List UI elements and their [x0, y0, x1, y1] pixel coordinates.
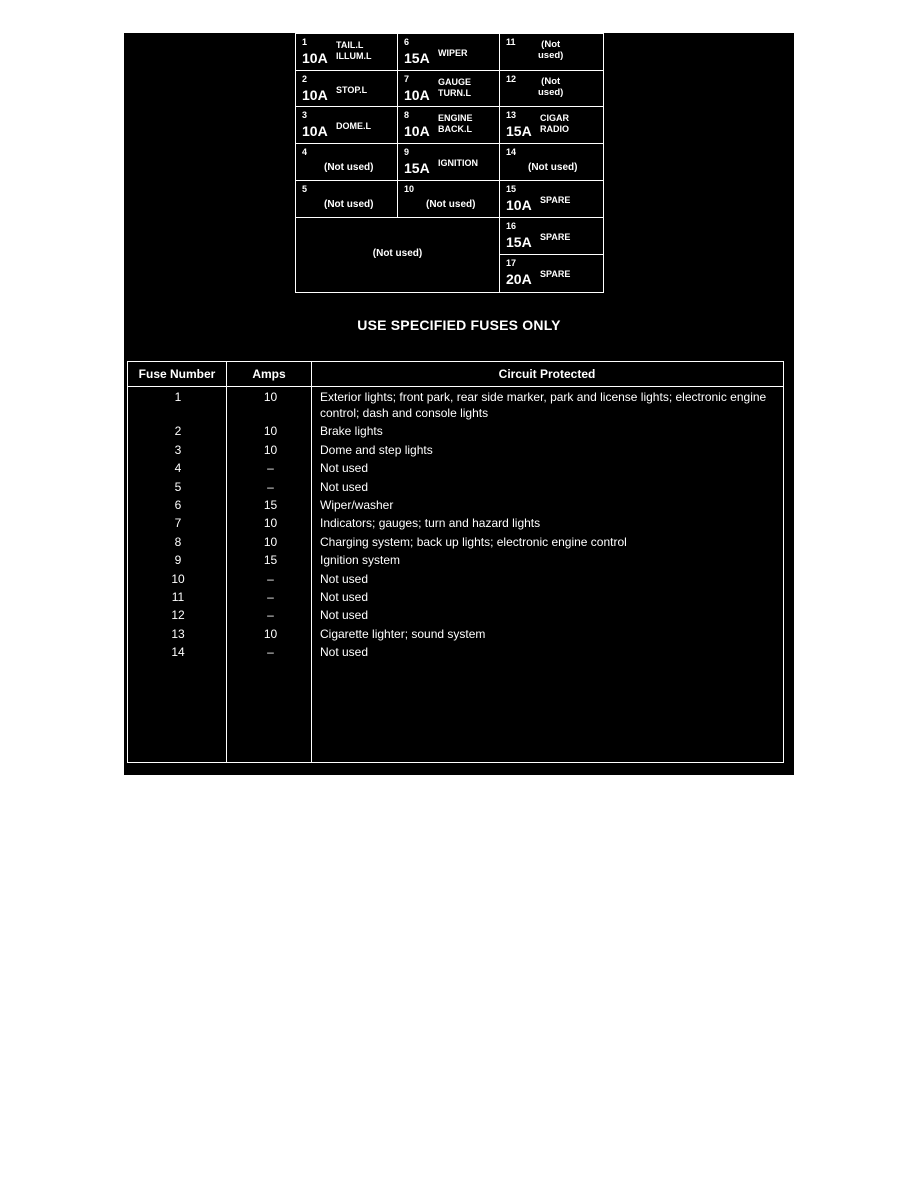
fuse-label: TAIL.L ILLUM.L [336, 40, 372, 61]
fuse-number: 16 [506, 221, 517, 231]
warning-text: USE SPECIFIED FUSES ONLY [357, 317, 561, 333]
cell-circuit: Charging system; back up lights; electronic engine control [320, 534, 627, 549]
cell-circuit: Ignition system [320, 553, 401, 568]
cell-amps: – [267, 589, 274, 604]
unused-block [295, 217, 500, 293]
table-row [128, 423, 783, 439]
cell-circuit: Indicators; gauges; turn and hazard lights [320, 516, 541, 531]
fuse-slot-2 [295, 70, 398, 107]
fuse-panel-figure [124, 33, 794, 775]
fuse-rating: 10A [404, 123, 430, 139]
fuse-slot-1 [295, 33, 398, 71]
table-row [128, 607, 783, 623]
cell-amps: 15 [263, 497, 278, 512]
fuse-slot-6 [397, 33, 500, 71]
fuse-number: 8 [404, 110, 410, 120]
fuse-label: (Not used) [538, 39, 564, 61]
fuse-label: (Not used) [426, 199, 476, 210]
header-fuse-number: Fuse Number [138, 367, 216, 381]
cell-fuse-number: 12 [171, 608, 185, 623]
fuse-rating: 15A [404, 50, 430, 66]
cell-amps: 10 [263, 424, 278, 439]
cell-amps: 10 [263, 516, 278, 531]
fuse-rating: 15A [506, 234, 532, 250]
fuse-rating: 15A [506, 123, 532, 139]
cell-fuse-number: 13 [171, 626, 185, 641]
fuse-number: 13 [506, 110, 517, 120]
cell-circuit: Wiper/washer [320, 497, 394, 512]
cell-fuse-number: 6 [174, 497, 182, 512]
fuse-number: 11 [506, 37, 516, 47]
fuse-number: 5 [302, 184, 308, 194]
cell-fuse-number: 2 [174, 424, 182, 439]
fuse-number: 12 [506, 74, 517, 84]
table-row [128, 442, 783, 458]
fuse-number: 15 [506, 184, 517, 194]
cell-circuit: Cigarette lighter; sound system [320, 626, 486, 641]
fuse-rating: 10A [302, 87, 328, 103]
table-row [128, 644, 783, 660]
fuse-number: 9 [404, 147, 410, 157]
fuse-label: (Not used) [528, 162, 578, 173]
cell-amps: 10 [263, 534, 278, 549]
fuse-label: (Not used) [324, 199, 374, 210]
fuse-number: 4 [302, 147, 308, 157]
fuse-slot-4 [295, 143, 398, 181]
cell-fuse-number: 1 [174, 390, 182, 404]
table-row [128, 389, 783, 421]
header-divider [128, 386, 783, 387]
table-body [128, 389, 783, 662]
table-row [128, 589, 783, 605]
table-row [128, 626, 783, 642]
cell-circuit: Not used [320, 479, 369, 494]
table-row [128, 571, 783, 587]
fuse-label: (Not used) [538, 76, 564, 98]
fuse-slot-9 [397, 143, 500, 181]
fuse-slot-17 [499, 254, 604, 293]
fuse-slot-14 [499, 143, 604, 181]
fuse-number: 3 [302, 110, 308, 120]
cell-circuit: Not used [320, 589, 369, 604]
fuse-slot-12 [499, 70, 604, 107]
fuse-slot-15 [499, 180, 604, 218]
cell-amps: 10 [263, 390, 278, 404]
header-amps: Amps [252, 367, 286, 381]
table-row [128, 534, 783, 550]
cell-amps: 10 [263, 442, 278, 457]
fuse-rating: 10A [506, 197, 532, 213]
table-row [128, 552, 783, 568]
fuse-slot-13 [499, 106, 604, 144]
fuse-label: CIGAR RADIO [540, 113, 569, 134]
cell-amps: – [267, 479, 274, 494]
fuse-rating: 20A [506, 271, 532, 287]
fuse-label: DOME.L [336, 121, 371, 131]
cell-amps: – [267, 461, 274, 476]
cell-circuit: Not used [320, 461, 369, 476]
cell-fuse-number: 11 [171, 589, 185, 604]
cell-circuit: Dome and step lights [320, 442, 433, 457]
fuse-rating: 10A [404, 87, 430, 103]
fuse-label: IGNITION [438, 158, 478, 168]
header-circuit-protected: Circuit Protected [498, 367, 596, 381]
fuse-number: 14 [506, 147, 517, 157]
cell-amps: – [267, 571, 274, 586]
cell-fuse-number: 10 [171, 571, 185, 586]
cell-fuse-number: 14 [171, 645, 185, 660]
cell-fuse-number: 3 [174, 442, 182, 457]
fuse-label: SPARE [540, 195, 571, 205]
fuse-rating: 15A [404, 160, 430, 176]
table-row [128, 515, 783, 531]
fuse-label: WIPER [438, 48, 468, 58]
fuse-rating: 10A [302, 123, 328, 139]
fuse-slot-5 [295, 180, 398, 218]
cell-amps: – [267, 645, 274, 660]
fuse-table [127, 361, 784, 763]
cell-fuse-number: 5 [174, 479, 182, 494]
fuse-slot-16 [499, 217, 604, 255]
cell-fuse-number: 4 [174, 461, 182, 476]
fuse-label: GAUGE TURN.L [438, 77, 472, 98]
fuse-label: ENGINE BACK.L [438, 113, 473, 134]
fuse-number: 17 [506, 258, 517, 268]
cell-fuse-number: 7 [174, 516, 182, 531]
fuse-slot-8 [397, 106, 500, 144]
fuse-number: 2 [302, 74, 308, 84]
cell-amps: 10 [263, 626, 278, 641]
fuse-slot-3 [295, 106, 398, 144]
table-row [128, 460, 783, 476]
cell-amps: 15 [263, 553, 278, 568]
cell-amps: – [267, 608, 274, 623]
fuse-slot-10 [397, 180, 500, 218]
cell-circuit: Not used [320, 645, 369, 660]
fuse-number: 7 [404, 74, 410, 84]
fuse-slot-7 [397, 70, 500, 107]
cell-fuse-number: 9 [174, 553, 182, 568]
table-row [128, 479, 783, 495]
table-row [128, 497, 783, 513]
fuse-label: SPARE [540, 269, 571, 279]
fuse-rating: 10A [302, 50, 328, 66]
fuse-number: 10 [404, 184, 415, 194]
cell-fuse-number: 8 [174, 534, 182, 549]
unused-block-label: (Not used) [372, 248, 423, 259]
cell-circuit: Exterior lights; front park, rear side marker, park and license lights; electronic engine control; dash and console lights [320, 390, 767, 420]
cell-circuit: Brake lights [320, 424, 383, 439]
fuse-label: STOP.L [336, 85, 368, 95]
fuse-label: (Not used) [324, 162, 374, 173]
cell-circuit: Not used [320, 571, 369, 586]
cell-circuit: Not used [320, 608, 369, 623]
fuse-label: SPARE [540, 232, 571, 242]
fuse-number: 6 [404, 37, 410, 47]
fuse-number: 1 [302, 37, 308, 47]
fuse-slot-11 [499, 33, 604, 71]
fuse-box-diagram [295, 33, 605, 293]
